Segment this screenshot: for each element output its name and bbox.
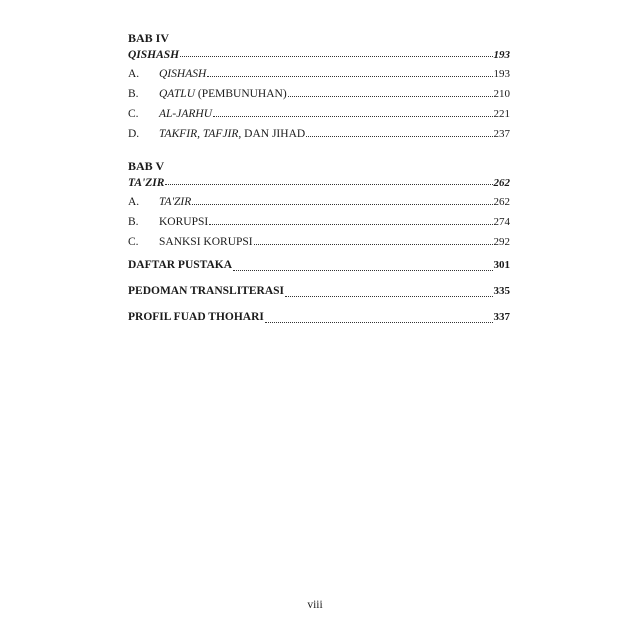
page-ref: 237: [493, 128, 510, 140]
toc-entry[interactable]: [128, 212, 510, 232]
entry-title: DAFTAR PUSTAKA: [128, 259, 233, 271]
entry-title-italic: TAKFIR, TAFJIR,: [159, 128, 242, 140]
toc-entry-profil[interactable]: [128, 304, 510, 330]
entry-title-italic: AL-JARHU: [159, 108, 213, 120]
page-ref: 210: [493, 88, 510, 100]
entry-title: PEDOMAN TRANSLITERASI: [128, 285, 285, 297]
page-ref: 193: [493, 49, 510, 61]
entry-title: [159, 192, 191, 212]
toc-entry[interactable]: [128, 84, 510, 104]
toc-entry[interactable]: [128, 124, 510, 144]
entry-title: [159, 212, 208, 232]
entry-letter: C.: [128, 236, 139, 248]
entry-title: [159, 124, 305, 144]
dot-leader: [306, 136, 492, 137]
table-of-contents: [128, 30, 510, 330]
toc-entry[interactable]: [128, 232, 510, 252]
chapter-heading-row[interactable]: [128, 174, 510, 192]
dot-leader: [180, 56, 492, 57]
entry-letter: A.: [128, 196, 140, 208]
page-number: viii: [307, 599, 323, 611]
chapter-title: QISHASH: [128, 49, 180, 61]
page-ref: 335: [493, 285, 510, 297]
entry-title-rest: KORUPSI: [159, 216, 209, 228]
page-ref: 274: [493, 216, 510, 228]
dot-leader: [233, 270, 492, 271]
page-ref: 193: [493, 68, 510, 80]
dot-leader: [209, 224, 492, 225]
entry-title: PROFIL FUAD THOHARI: [128, 311, 264, 323]
dot-leader: [207, 76, 492, 77]
toc-entry[interactable]: [128, 64, 510, 84]
dot-leader: [165, 184, 492, 185]
chapter-label: BAB IV: [128, 31, 170, 45]
entry-letter: B.: [128, 88, 139, 100]
toc-entry-pedoman-transliterasi[interactable]: [128, 278, 510, 304]
page-ref: 262: [493, 177, 510, 189]
chapter-label: BAB V: [128, 159, 165, 173]
toc-entry[interactable]: [128, 192, 510, 212]
chapter-title: TA'ZIR: [128, 177, 165, 189]
entry-title-italic: QISHASH: [159, 68, 207, 80]
spacer: [128, 144, 510, 158]
toc-entry-daftar-pustaka[interactable]: [128, 252, 510, 278]
entry-title: [159, 104, 212, 124]
dot-leader: [288, 96, 493, 97]
entry-letter: C.: [128, 108, 139, 120]
dot-leader: [192, 204, 492, 205]
dot-leader: [285, 296, 492, 297]
page-ref: 262: [493, 196, 510, 208]
dot-leader: [213, 116, 492, 117]
entry-title: [159, 64, 206, 84]
page-ref: 337: [493, 311, 510, 323]
entry-letter: D.: [128, 128, 140, 140]
entry-letter: B.: [128, 216, 139, 228]
entry-letter: A.: [128, 68, 140, 80]
entry-title-italic: TA'ZIR: [159, 196, 192, 208]
entry-title: [159, 84, 287, 104]
entry-title-rest: (PEMBUNUHAN): [195, 88, 287, 100]
entry-title-rest: SANKSI KORUPSI: [159, 236, 253, 248]
dot-leader: [265, 322, 493, 323]
entry-title-italic: QATLU: [159, 88, 195, 100]
entry-title-rest: DAN JIHAD: [241, 128, 306, 140]
page-ref: 292: [493, 236, 510, 248]
page-ref: 221: [493, 108, 510, 120]
toc-entry[interactable]: [128, 104, 510, 124]
page-ref: 301: [493, 259, 510, 271]
entry-title: [159, 232, 253, 252]
chapter-heading-row[interactable]: [128, 46, 510, 64]
dot-leader: [254, 244, 493, 245]
